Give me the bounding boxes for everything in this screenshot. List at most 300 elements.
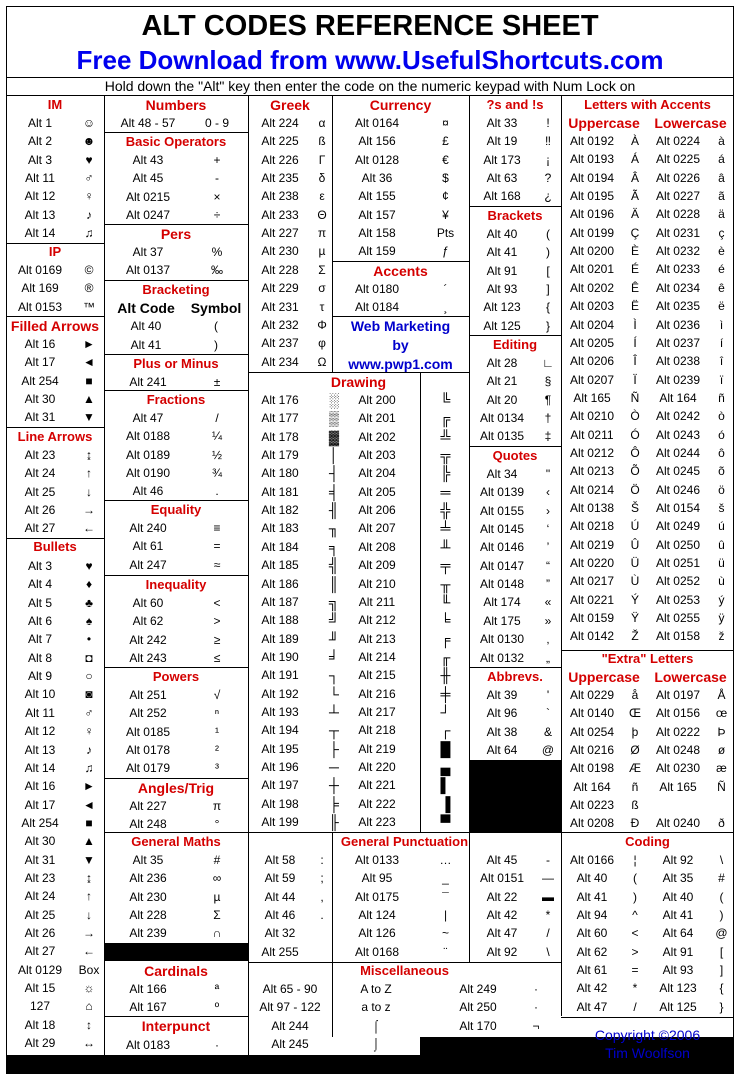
- greek-symbol: φ: [318, 336, 326, 351]
- currency-code: Alt 155: [358, 189, 396, 204]
- greek-code: Alt 224: [261, 116, 299, 130]
- fractions-symbol: ½: [211, 447, 222, 462]
- fractions-symbol: /: [215, 411, 219, 425]
- greek-symbol: π: [317, 226, 327, 241]
- bullets-symbol: ♥: [85, 559, 93, 573]
- letters-with-accents-code: Alt 0221: [569, 592, 615, 607]
- brackets-symbol: ): [546, 245, 550, 260]
- drawing-symbol: ╘: [440, 612, 451, 629]
- inequality-code: Alt 242: [129, 632, 167, 647]
- drawing-symbol: ╕: [329, 538, 339, 555]
- quotes-symbol: »: [544, 613, 552, 628]
- abbrevs-symbol: &: [543, 724, 552, 739]
- filled-arrows-code: Alt 31: [24, 410, 56, 425]
- greek-symbol: σ: [318, 281, 326, 296]
- coding-code: Alt 47: [576, 999, 608, 1014]
- bullets-symbol: •: [86, 632, 92, 647]
- section-heading-coding: Coding: [625, 834, 670, 849]
- general-punctuation-symbol: .: [320, 908, 324, 923]
- greek-symbol: ε: [319, 189, 325, 204]
- bullets-code: Alt 12: [24, 724, 56, 739]
- letters-with-accents-code: Alt 0242: [655, 409, 701, 424]
- letters-with-accents-symbol: Á: [630, 152, 639, 167]
- inequality-code: Alt 62: [132, 614, 164, 629]
- coding-symbol: ^: [632, 908, 638, 923]
- section-heading-editing: Editing: [492, 337, 538, 352]
- drawing-code: Alt 219: [358, 741, 396, 756]
- letters-with-accents-uppercase-heading: Uppercase: [568, 115, 640, 131]
- editing-symbol: ∟: [542, 356, 554, 370]
- qs-and-exs-symbol: !: [546, 116, 550, 130]
- drawing-symbol: │: [329, 447, 339, 464]
- section-heading-abbrevs: Abbrevs.: [487, 669, 543, 684]
- im-code: Alt 13: [24, 207, 56, 222]
- bullets-symbol: ◙: [85, 687, 93, 702]
- extra-letters-code: Alt 0140: [569, 706, 615, 721]
- extra-letters-symbol: [709, 796, 734, 814]
- coding-symbol: ¦: [633, 853, 637, 867]
- letters-with-accents-symbol: Š: [630, 501, 639, 515]
- letters-with-accents-symbol: ñ: [718, 390, 725, 405]
- drawing-symbol: ┬: [329, 722, 339, 739]
- general-punctuation-symbol: …: [439, 853, 452, 867]
- letters-with-accents-code: Alt 0142: [569, 629, 615, 644]
- letters-with-accents-symbol: š: [718, 501, 725, 515]
- bullets-symbol: ◘: [85, 650, 93, 665]
- drawing-code: Alt 204: [358, 466, 396, 481]
- im-code: Alt 2: [27, 134, 52, 149]
- fractions-symbol: ¼: [211, 429, 222, 444]
- coding-code: Alt 61: [576, 963, 608, 978]
- quotes-symbol: ›: [546, 503, 550, 518]
- greek-symbol: τ: [319, 299, 325, 314]
- filled-arrows-symbol: ▼: [83, 410, 95, 425]
- extra-letters-code: Alt 0222: [655, 724, 701, 739]
- letters-with-accents-code: Alt 0219: [569, 537, 615, 552]
- section-heading-filled-arrows: Filled Arrows: [10, 318, 100, 334]
- quotes-code: Alt 0130: [479, 632, 525, 647]
- letters-with-accents-symbol: ú: [718, 519, 725, 534]
- im-symbol: ♫: [84, 226, 94, 241]
- miscellaneous-symbol: ·: [534, 982, 538, 996]
- coding-symbol: ): [633, 889, 637, 904]
- letters-with-accents-symbol: Ý: [630, 592, 639, 607]
- bullets-symbol: →: [83, 926, 95, 940]
- general-maths-symbol: Σ: [213, 908, 221, 923]
- letters-with-accents-symbol: È: [630, 244, 639, 259]
- letters-with-accents-symbol: Ç: [630, 225, 640, 240]
- letters-with-accents-code: Alt 0220: [569, 556, 615, 571]
- basic-operators-symbol: +: [213, 153, 221, 167]
- letters-with-accents-code: Alt 0217: [569, 574, 615, 589]
- currency-symbol: €: [442, 152, 449, 167]
- letters-with-accents-symbol: ê: [718, 280, 725, 295]
- general-maths-code: Alt 228: [129, 908, 167, 923]
- letters-with-accents-code: Alt 0211: [570, 427, 614, 442]
- bullets-symbol: ♠: [85, 614, 93, 629]
- letters-with-accents-symbol: ý: [718, 592, 725, 607]
- letters-with-accents-symbol: í: [719, 335, 724, 350]
- general-punctuation-code: Alt 126: [358, 926, 396, 941]
- web-marketing-link[interactable]: www.pwp1.com: [348, 356, 453, 372]
- black-fill: [104, 943, 248, 961]
- drawing-code: Alt 196: [261, 760, 299, 774]
- section-heading-extra-letters: "Extra" Letters: [601, 651, 694, 666]
- general-punctuation-code: Alt 42: [486, 908, 518, 923]
- qs-and-exs-code: Alt 33: [486, 116, 518, 130]
- drawing-symbol: ╧: [440, 520, 451, 537]
- basic-operators-symbol: ×: [213, 189, 221, 204]
- drawing-symbol: └: [329, 685, 339, 702]
- basic-operators-symbol: -: [215, 171, 219, 186]
- letters-with-accents-symbol: õ: [718, 464, 725, 479]
- drawing-symbol: █: [440, 740, 451, 757]
- section-heading-brackets: Brackets: [487, 208, 543, 223]
- coding-symbol: #: [718, 871, 725, 886]
- drawing-symbol: ─: [329, 759, 339, 775]
- letters-with-accents-code: Alt 0158: [655, 629, 701, 644]
- interpunct-code: Alt 0183: [125, 1038, 171, 1052]
- general-punctuation-symbol: ¨: [443, 944, 448, 959]
- drawing-code: Alt 177: [261, 411, 299, 426]
- letters-with-accents-code: Alt 0218: [569, 519, 615, 534]
- drawing-code: Alt 208: [358, 539, 396, 554]
- brackets-code: Alt 123: [483, 300, 521, 315]
- im-code: Alt 1: [27, 116, 52, 130]
- filled-arrows-code: Alt 17: [24, 355, 56, 370]
- currency-code: Alt 159: [358, 244, 396, 259]
- letters-with-accents-code: Alt 0206: [569, 354, 615, 369]
- bullets-code: Alt 31: [24, 852, 56, 867]
- letters-with-accents-symbol: é: [718, 262, 725, 277]
- currency-symbol: ¢: [442, 189, 449, 204]
- letters-with-accents-symbol: Ï: [633, 372, 637, 387]
- greek-code: Alt 225: [261, 134, 299, 149]
- coding-symbol: (: [719, 889, 724, 904]
- bullets-code: Alt 23: [24, 870, 56, 885]
- fractions-symbol: ¾: [211, 466, 222, 481]
- currency-code: Alt 156: [358, 134, 396, 149]
- letters-with-accents-symbol: Ó: [630, 427, 640, 442]
- letters-with-accents-symbol: ô: [718, 445, 725, 460]
- section-heading-plus-or-minus: Plus or Minus: [133, 356, 219, 371]
- pers-symbol: %: [211, 245, 223, 259]
- inequality-symbol: ≥: [213, 632, 221, 647]
- letters-with-accents-code: Alt 0212: [569, 445, 615, 460]
- extra-letters-code: Alt 0197: [655, 688, 701, 702]
- accents-symbol: ´: [443, 282, 448, 296]
- drawing-code: Alt 192: [261, 686, 299, 701]
- general-maths-symbol: µ: [213, 889, 221, 904]
- angles-trig-code: Alt 227: [129, 799, 167, 813]
- bullets-symbol: ↨: [86, 870, 92, 885]
- general-punctuation-symbol: ¯: [442, 889, 449, 904]
- coding-symbol: ): [719, 908, 724, 923]
- letters-with-accents-code: Alt 0159: [569, 611, 615, 626]
- drawing-code: Alt 188: [261, 613, 299, 628]
- coding-code: Alt 125: [659, 999, 697, 1014]
- letters-with-accents-code: Alt 0199: [569, 225, 615, 240]
- drawing-code: Alt 217: [358, 704, 396, 719]
- letters-with-accents-code: Alt 0204: [569, 317, 615, 332]
- greek-symbol: Φ: [317, 317, 327, 332]
- drawing-symbol: ╪: [440, 685, 451, 702]
- general-punctuation-code: Alt 95: [361, 871, 393, 886]
- quotes-code: Alt 34: [486, 467, 518, 481]
- general-punctuation-symbol: -: [546, 853, 550, 867]
- equality-code: Alt 61: [132, 539, 164, 554]
- currency-symbol: ƒ: [442, 244, 449, 259]
- abbrevs-code: Alt 39: [486, 688, 518, 702]
- ip-code: Alt 0153: [17, 299, 63, 314]
- currency-symbol: Pts: [436, 226, 455, 241]
- qs-and-exs-code: Alt 19: [486, 134, 518, 149]
- letters-with-accents-code: Alt 0231: [655, 225, 701, 240]
- section-heading-general-maths: General Maths: [131, 834, 221, 849]
- drawing-symbol: ╣: [329, 557, 339, 574]
- bullets-code: Alt 11: [25, 705, 55, 720]
- greek-symbol: Σ: [318, 262, 326, 277]
- drawing-code: Alt 206: [358, 503, 396, 518]
- bullets-symbol: ↑: [86, 889, 92, 904]
- im-symbol: ♪: [86, 207, 92, 222]
- bullets-symbol: Box: [78, 962, 100, 977]
- drawing-code: Alt 179: [261, 448, 299, 463]
- extra-letters-symbol: Å: [717, 688, 726, 702]
- bullets-code: Alt 9: [27, 669, 52, 684]
- coding-symbol: }: [719, 999, 724, 1014]
- greek-code: Alt 228: [261, 262, 299, 277]
- qs-and-exs-symbol: ¡: [546, 152, 550, 167]
- bullets-symbol: ►: [83, 779, 95, 794]
- line-arrows-symbol: ↨: [86, 448, 92, 462]
- ip-symbol: ®: [84, 281, 94, 296]
- extra-letters-symbol: Đ: [630, 816, 640, 831]
- im-code: Alt 12: [24, 189, 56, 204]
- greek-code: Alt 227: [261, 226, 299, 241]
- abbrevs-symbol: ': [546, 688, 550, 702]
- letters-with-accents-code: Alt 0251: [655, 556, 701, 571]
- general-maths-symbol: #: [213, 853, 221, 867]
- abbrevs-code: Alt 96: [486, 706, 518, 721]
- extra-letters-symbol: Œ: [629, 706, 641, 721]
- filled-arrows-code: Alt 30: [24, 392, 56, 407]
- letters-with-accents-symbol: Õ: [630, 464, 640, 479]
- drawing-code: Alt 220: [358, 760, 396, 774]
- miscellaneous-code: Alt 97 - 122: [259, 1000, 321, 1015]
- section-heading-pers: Pers: [160, 226, 192, 242]
- bullets-symbol: ↓: [86, 907, 92, 922]
- bullets-code: Alt 24: [24, 889, 56, 904]
- drawing-symbol: ╟: [329, 814, 339, 831]
- letters-with-accents-code: Alt 0244: [655, 445, 701, 460]
- letters-with-accents-code: Alt 0252: [655, 574, 701, 589]
- general-punctuation-symbol: \: [546, 944, 550, 959]
- letters-with-accents-code: Alt 164: [659, 390, 697, 405]
- qs-and-exs-symbol: ‼: [545, 134, 551, 149]
- drawing-symbol: ║: [329, 575, 339, 592]
- letters-with-accents-code: Alt 165: [573, 390, 611, 405]
- angles-trig-symbol: π: [212, 799, 222, 813]
- abbrevs-symbol: `: [546, 706, 550, 721]
- currency-code: Alt 0164: [354, 116, 400, 130]
- im-symbol: ☺: [82, 116, 96, 130]
- letters-with-accents-symbol: Ò: [630, 409, 640, 424]
- letters-with-accents-symbol: ã: [718, 189, 725, 204]
- section-heading-cardinals: Cardinals: [144, 963, 208, 979]
- greek-symbol: α: [318, 116, 326, 130]
- basic-operators-code: Alt 0247: [125, 208, 171, 223]
- general-punctuation-code: Alt 45: [486, 853, 518, 867]
- coding-symbol: [: [719, 944, 724, 959]
- coding-code: Alt 40: [576, 871, 608, 886]
- bullets-symbol: ↕: [86, 1017, 92, 1032]
- letters-with-accents-symbol: Â: [630, 170, 639, 185]
- bullets-code: Alt 5: [27, 595, 52, 610]
- abbrevs-code: Alt 38: [486, 724, 518, 739]
- editing-symbol: ‡: [544, 429, 552, 444]
- section-heading-inequality: Inequality: [145, 577, 207, 592]
- coding-code: Alt 40: [662, 889, 694, 904]
- editing-symbol: §: [544, 374, 552, 389]
- fractions-code: Alt 47: [132, 411, 164, 425]
- general-punctuation-symbol: ;: [320, 871, 324, 886]
- bullets-symbol: ☼: [83, 981, 95, 996]
- qs-and-exs-symbol: ¿: [544, 189, 552, 204]
- drawing-code: Alt 211: [358, 594, 396, 609]
- coding-code: Alt 35: [662, 871, 694, 886]
- bullets-code: Alt 25: [24, 907, 56, 922]
- greek-code: Alt 231: [261, 299, 299, 314]
- coding-symbol: *: [632, 981, 638, 996]
- filled-arrows-symbol: ◄: [83, 355, 95, 370]
- letters-with-accents-symbol: ö: [718, 482, 725, 497]
- ip-code: Alt 169: [21, 281, 59, 296]
- equality-symbol: =: [213, 539, 221, 554]
- pers-code: Alt 0137: [125, 263, 171, 278]
- letters-with-accents-symbol: Ü: [630, 556, 640, 571]
- letters-with-accents-code: Alt 0214: [569, 482, 615, 497]
- letters-with-accents-code: Alt 0243: [655, 427, 701, 442]
- section-heading-numbers: Numbers: [145, 97, 207, 113]
- drawing-symbol: ╦: [440, 447, 451, 464]
- brackets-symbol: {: [545, 300, 550, 315]
- letters-with-accents-code: Alt 0205: [569, 335, 615, 350]
- bullets-code: Alt 4: [27, 577, 52, 592]
- drawing-symbol: ╫: [440, 667, 451, 684]
- drawing-code: Alt 207: [358, 521, 396, 536]
- cardinals-symbol: º: [214, 1000, 220, 1015]
- plus-or-minus-symbol: ±: [213, 375, 221, 389]
- line-arrows-code: Alt 24: [24, 466, 56, 481]
- bullets-symbol: ♀: [84, 724, 94, 739]
- numbers-symbol: 0 - 9: [204, 116, 229, 130]
- bullets-code: Alt 0129: [17, 962, 63, 977]
- fractions-code: Alt 46: [132, 484, 164, 499]
- currency-symbol: $: [442, 171, 449, 186]
- letters-with-accents-code: Alt 0235: [655, 299, 701, 314]
- letters-with-accents-code: Alt 0225: [655, 152, 701, 167]
- letters-with-accents-lowercase-heading: Lowercase: [654, 115, 727, 131]
- bullets-code: Alt 15: [24, 981, 56, 996]
- drawing-code: Alt 203: [358, 448, 396, 463]
- quotes-code: Alt 0132: [479, 650, 525, 665]
- drawing-symbol: ┴: [329, 703, 339, 720]
- bullets-code: Alt 27: [24, 944, 56, 959]
- black-fill: [469, 760, 561, 832]
- letters-with-accents-code: Alt 0239: [655, 372, 701, 387]
- abbrevs-code: Alt 64: [486, 743, 518, 758]
- web-marketing-link[interactable]: Web Marketing: [350, 318, 451, 334]
- letters-with-accents-code: Alt 0224: [655, 134, 701, 148]
- general-maths-code: Alt 230: [129, 889, 167, 904]
- quotes-code: Alt 174: [483, 595, 521, 610]
- greek-symbol: δ: [318, 171, 326, 186]
- letters-with-accents-symbol: Ù: [630, 574, 640, 589]
- drawing-symbol: ╞: [329, 795, 339, 812]
- drawing-symbol: ╒: [440, 630, 451, 647]
- powers-code: Alt 0179: [125, 761, 171, 776]
- editing-code: Alt 28: [486, 356, 518, 370]
- extra-letters-code: Alt 0198: [569, 761, 615, 776]
- web-marketing-link[interactable]: by: [392, 337, 409, 353]
- currency-code: Alt 36: [361, 171, 393, 186]
- bullets-code: Alt 3: [27, 559, 52, 573]
- letters-with-accents-code: Alt 0246: [655, 482, 701, 497]
- letters-with-accents-symbol: É: [630, 262, 639, 277]
- extra-letters-symbol: ñ: [631, 779, 639, 794]
- bullets-code: Alt 26: [24, 926, 56, 940]
- editing-code: Alt 20: [486, 392, 518, 407]
- general-punctuation-code: Alt 92: [486, 944, 518, 959]
- bullets-code: Alt 18: [24, 1017, 56, 1032]
- extra-letters-symbol: Ñ: [717, 779, 726, 794]
- drawing-code: Alt 180: [261, 466, 299, 481]
- quotes-symbol: ”: [546, 577, 550, 592]
- extra-letters-code: Alt 0240: [655, 816, 701, 831]
- bracketing-code: Alt 40: [130, 319, 162, 334]
- bullets-code: Alt 6: [27, 614, 52, 629]
- extra-letters-symbol: Þ: [717, 724, 726, 739]
- currency-symbol: ¤: [442, 116, 449, 130]
- bracketing-symbol: ): [214, 337, 218, 352]
- general-maths-code: Alt 239: [129, 926, 167, 941]
- general-maths-code: Alt 35: [132, 853, 164, 867]
- general-punctuation-code: Alt 46: [264, 908, 296, 923]
- letters-with-accents-code: Alt 0213: [569, 464, 615, 479]
- section-heading-currency: Currency: [369, 97, 432, 113]
- drawing-code: Alt 194: [261, 723, 299, 738]
- drawing-symbol: ▄: [440, 759, 451, 775]
- section-heading-letters-with-accents: Letters with Accents: [584, 97, 711, 112]
- download-link[interactable]: Free Download from www.UsefulShortcuts.com: [76, 45, 664, 75]
- general-punctuation-code: Alt 47: [486, 926, 518, 941]
- letters-with-accents-symbol: Í: [633, 335, 637, 350]
- extra-letters-symbol: þ: [631, 724, 639, 739]
- general-punctuation-code: Alt 0151: [479, 871, 525, 886]
- inequality-code: Alt 60: [132, 596, 164, 610]
- filled-arrows-symbol: ►: [83, 337, 95, 351]
- filled-arrows-code: Alt 254: [21, 373, 59, 388]
- general-punctuation-symbol: ,: [320, 889, 324, 904]
- fractions-code: Alt 0190: [125, 466, 171, 481]
- instructions-text: Hold down the "Alt" key then enter the code on the numeric keypad with Num Lock on: [104, 78, 636, 94]
- extra-letters-symbol: œ: [715, 706, 728, 721]
- drawing-code: Alt 189: [261, 631, 299, 646]
- letters-with-accents-symbol: ä: [718, 207, 725, 222]
- drawing-symbol: ╠: [440, 465, 451, 482]
- drawing-code: Alt 181: [261, 484, 299, 499]
